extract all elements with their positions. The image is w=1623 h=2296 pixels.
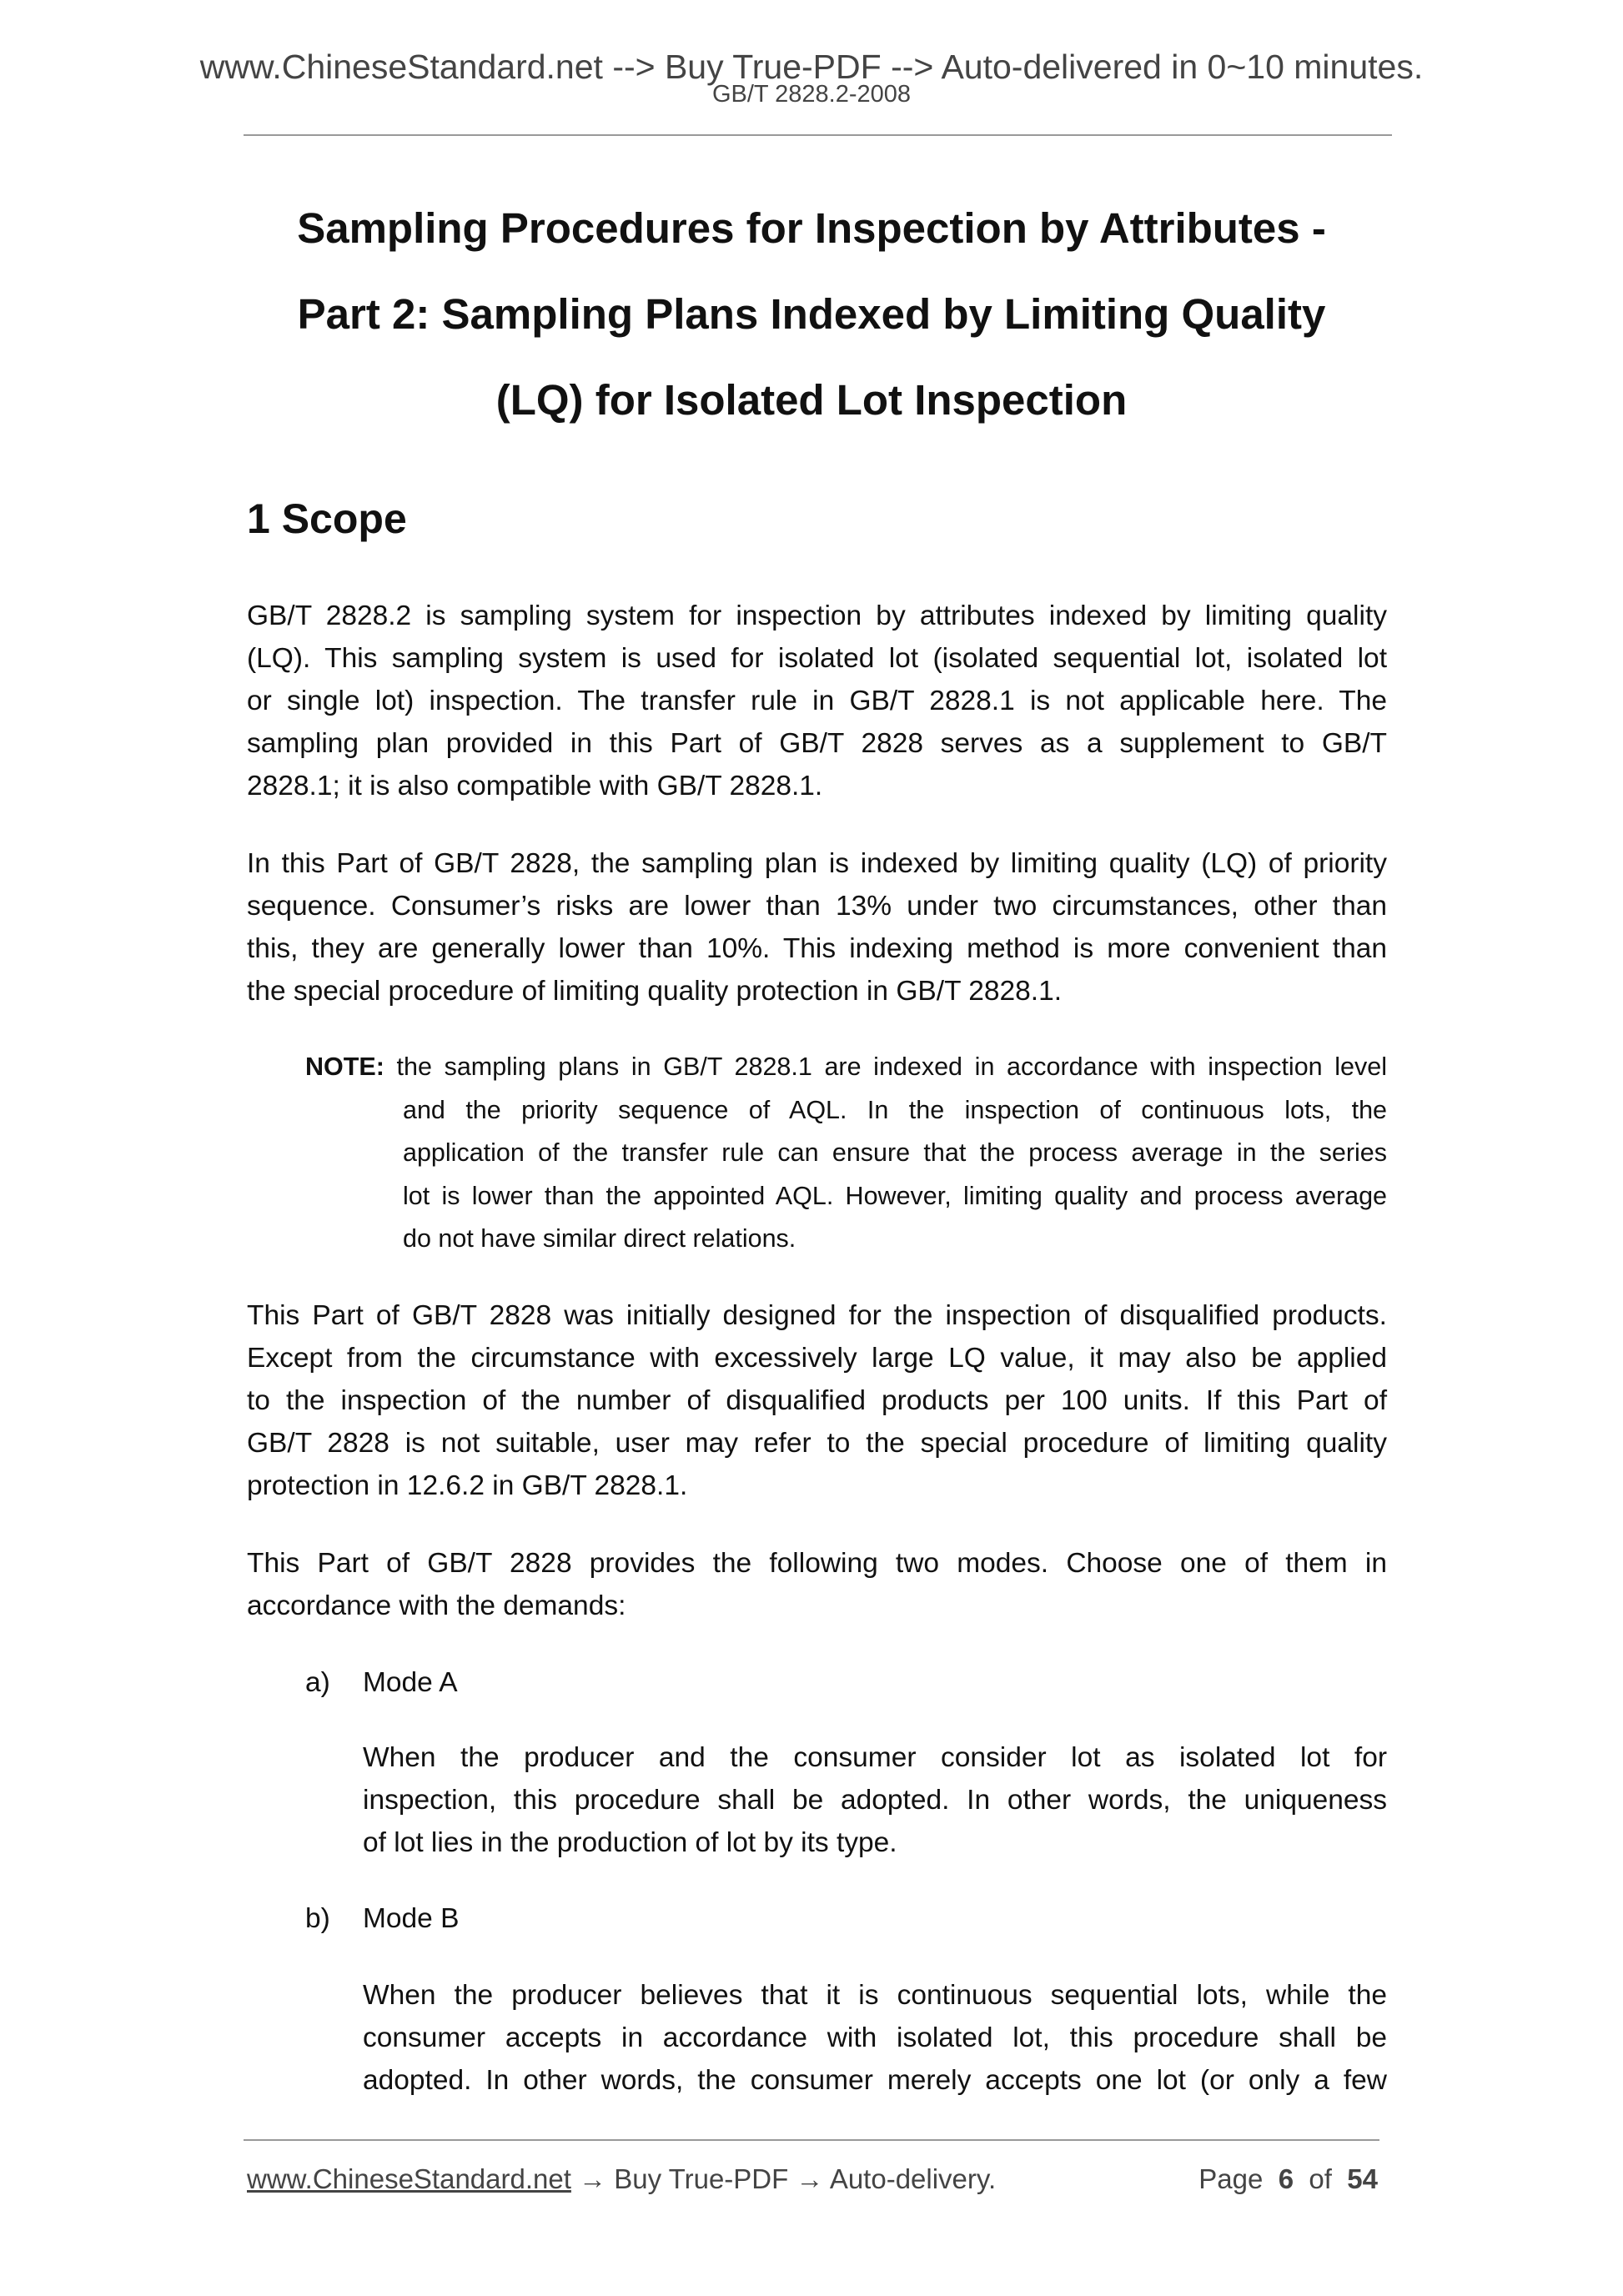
note-line: and the priority sequence of AQL. In the inspection of continuous lots, the	[403, 1095, 1387, 1124]
text-line: GB/T 2828.2 is sampling system for inspection by attributes indexed by limiting quality	[247, 600, 1387, 631]
page-number: 6	[1278, 2163, 1294, 2194]
note-first-line	[305, 1046, 1387, 1089]
mode-a-heading: Mode A	[363, 1667, 458, 1698]
paragraph-1	[247, 595, 1387, 807]
text-line: protection in 12.6.2 in GB/T 2828.1.	[247, 1470, 688, 1501]
section-heading: 1 Scope	[247, 495, 407, 542]
footer-divider	[244, 2139, 1379, 2141]
text-line: (LQ). This sampling system is used for isolated lot (isolated sequential lot, isolated lot	[247, 643, 1387, 674]
text-line: When the producer believes that it is continuous sequential lots, while the	[363, 1980, 1387, 2011]
mode-a-description	[363, 1736, 1387, 1864]
text-line: This Part of GB/T 2828 provides the following two modes. Choose one of them in	[247, 1548, 1387, 1579]
list-marker-b: b)	[305, 1903, 330, 1934]
total-pages: 54	[1347, 2163, 1378, 2194]
text-line: adopted. In other words, the consumer merely accepts one lot (or only a few	[363, 2065, 1387, 2096]
note-text: the sampling plans in GB/T 2828.1 are indexed in accordance with inspection level	[396, 1053, 1387, 1081]
list-marker-a: a)	[305, 1667, 330, 1698]
note-label: NOTE:	[305, 1053, 384, 1081]
mode-b-description	[363, 1974, 1387, 2102]
footer-tagline: → Buy True-PDF → Auto-delivery.	[570, 2163, 997, 2194]
mode-b-heading: Mode B	[363, 1903, 460, 1934]
document-title-line-1: Sampling Procedures for Inspection by Attributes -	[297, 204, 1326, 252]
text-line: GB/T 2828 is not suitable, user may refer to the special procedure of limiting quality	[247, 1428, 1387, 1459]
paragraph-3	[247, 1294, 1387, 1507]
note-line: application of the transfer rule can ensure that the process average in the series	[403, 1138, 1387, 1167]
standard-code: GB/T 2828.2-2008	[711, 81, 912, 108]
text-line: the special procedure of limiting quality protection in GB/T 2828.1.	[247, 976, 1063, 1007]
document-title-line-3: (LQ) for Isolated Lot Inspection	[495, 376, 1128, 424]
page-indicator	[1198, 2161, 1378, 2198]
page-label: Page	[1198, 2163, 1264, 2194]
paragraph-4	[247, 1542, 1387, 1627]
text-line: In this Part of GB/T 2828, the sampling plan is indexed by limiting quality (LQ) of priority	[247, 848, 1387, 879]
text-line: When the producer and the consumer consider lot as isolated lot for	[363, 1742, 1387, 1773]
footer-link[interactable]: www.ChineseStandard.net	[247, 2163, 571, 2194]
header-divider	[244, 134, 1392, 136]
text-line: 2828.1; it is also compatible with GB/T 2828.1.	[247, 771, 823, 801]
text-line: This Part of GB/T 2828 was initially designed for the inspection of disqualified products.	[247, 1300, 1387, 1331]
text-line: Except from the circumstance with excessively large LQ value, it may also be applied	[247, 1343, 1387, 1374]
text-line: inspection, this procedure shall be adopted. In other words, the uniqueness	[363, 1785, 1387, 1816]
text-line: this, they are generally lower than 10%. This indexing method is more convenient than	[247, 933, 1387, 964]
document-title-line-2: Part 2: Sampling Plans Indexed by Limiting Quality	[297, 290, 1326, 338]
text-line: sequence. Consumer’s risks are lower than 13% under two circumstances, other than	[247, 891, 1387, 922]
text-line: sampling plan provided in this Part of GB/T 2828 serves as a supplement to GB/T	[247, 728, 1387, 759]
of-label: of	[1309, 2163, 1332, 2194]
text-line: consumer accepts in accordance with isolated lot, this procedure shall be	[363, 2022, 1387, 2053]
paragraph-2	[247, 842, 1387, 1012]
text-line: accordance with the demands:	[247, 1590, 626, 1621]
text-line: or single lot) inspection. The transfer rule in GB/T 2828.1 is not applicable here. The	[247, 686, 1387, 716]
text-line: to the inspection of the number of disqualified products per 100 units. If this Part of	[247, 1385, 1387, 1416]
note-line: lot is lower than the appointed AQL. However, limiting quality and process average	[403, 1181, 1387, 1210]
header-banner: www.ChineseStandard.net --> Buy True-PDF --> Auto-delivered in 0~10 minutes.	[199, 48, 1424, 86]
text-line: of lot lies in the production of lot by its type.	[363, 1827, 897, 1858]
footer-text	[247, 2161, 996, 2198]
note-block	[305, 1046, 1387, 1261]
note-line: do not have similar direct relations.	[403, 1224, 796, 1253]
